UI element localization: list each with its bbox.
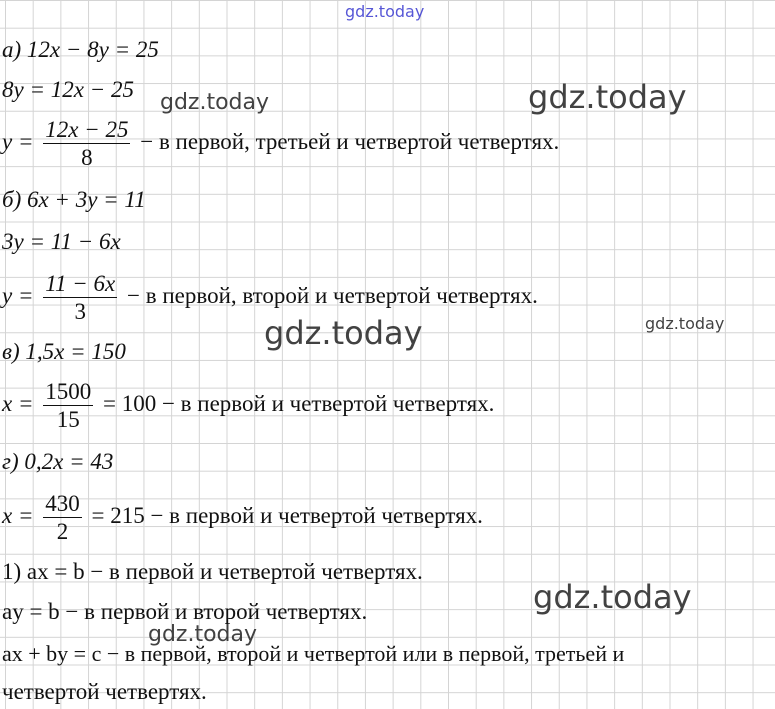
watermark-1: gdz.today	[160, 90, 270, 115]
line-c-2-lhs: x =	[2, 390, 34, 416]
line-c-2	[2, 378, 494, 433]
fraction-d-denominator: 2	[43, 517, 82, 545]
watermark-top: gdz.today	[345, 2, 425, 21]
line-a-3-text: − в первой, третьей и четвертой четвертях.	[140, 128, 560, 154]
line-b-3-lhs: y =	[2, 282, 34, 308]
watermark-3: gdz.today	[264, 314, 423, 352]
fraction-a-numerator: 12x − 25	[45, 117, 129, 142]
fraction-d-numerator: 430	[45, 491, 80, 516]
line-a-1: а) 12x − 8y = 25	[2, 37, 159, 62]
line-d-2-lhs: x =	[2, 502, 34, 528]
watermark-2: gdz.today	[528, 78, 687, 116]
fraction-a-denominator: 8	[43, 143, 130, 171]
line-part1-1: 1) ax = b − в первой и четвертой четвертях.	[2, 559, 423, 584]
fraction-b-numerator: 11 − 6x	[45, 271, 116, 296]
line-c-1: в) 1,5x = 150	[2, 339, 126, 364]
fraction-d	[43, 490, 82, 545]
fraction-c-numerator: 1500	[45, 379, 92, 404]
line-d-1: г) 0,2x = 43	[2, 449, 114, 474]
line-part1-3: ax + by = c − в первой, второй и четвертой или в первой, третьей и	[2, 641, 625, 666]
line-part1-2: ay = b − в первой и второй четвертях.	[2, 599, 368, 624]
line-part1-4: четвертой четвертях.	[2, 679, 207, 704]
watermark-6: gdz.today	[148, 622, 258, 647]
line-b-3-text: − в первой, второй и четвертой четвертях.	[127, 282, 538, 308]
watermark-4: gdz.today	[645, 314, 725, 333]
line-d-2-text: = 215 − в первой и четвертой четвертях.	[91, 502, 483, 528]
fraction-c	[43, 378, 93, 433]
fraction-b	[43, 270, 117, 325]
line-a-2: 8y = 12x − 25	[2, 77, 134, 102]
line-b-2: 3y = 11 − 6x	[2, 229, 121, 254]
line-c-2-text: = 100 − в первой и четвертой четвертях.	[102, 390, 495, 416]
fraction-c-denominator: 15	[43, 405, 93, 433]
line-a-3	[2, 116, 559, 171]
line-d-2	[2, 490, 483, 545]
line-b-1: б) 6x + 3y = 11	[2, 187, 146, 212]
watermark-5: gdz.today	[533, 578, 692, 616]
fraction-a	[43, 116, 130, 171]
fraction-b-denominator: 3	[43, 297, 117, 325]
line-a-3-lhs: y =	[2, 128, 34, 154]
